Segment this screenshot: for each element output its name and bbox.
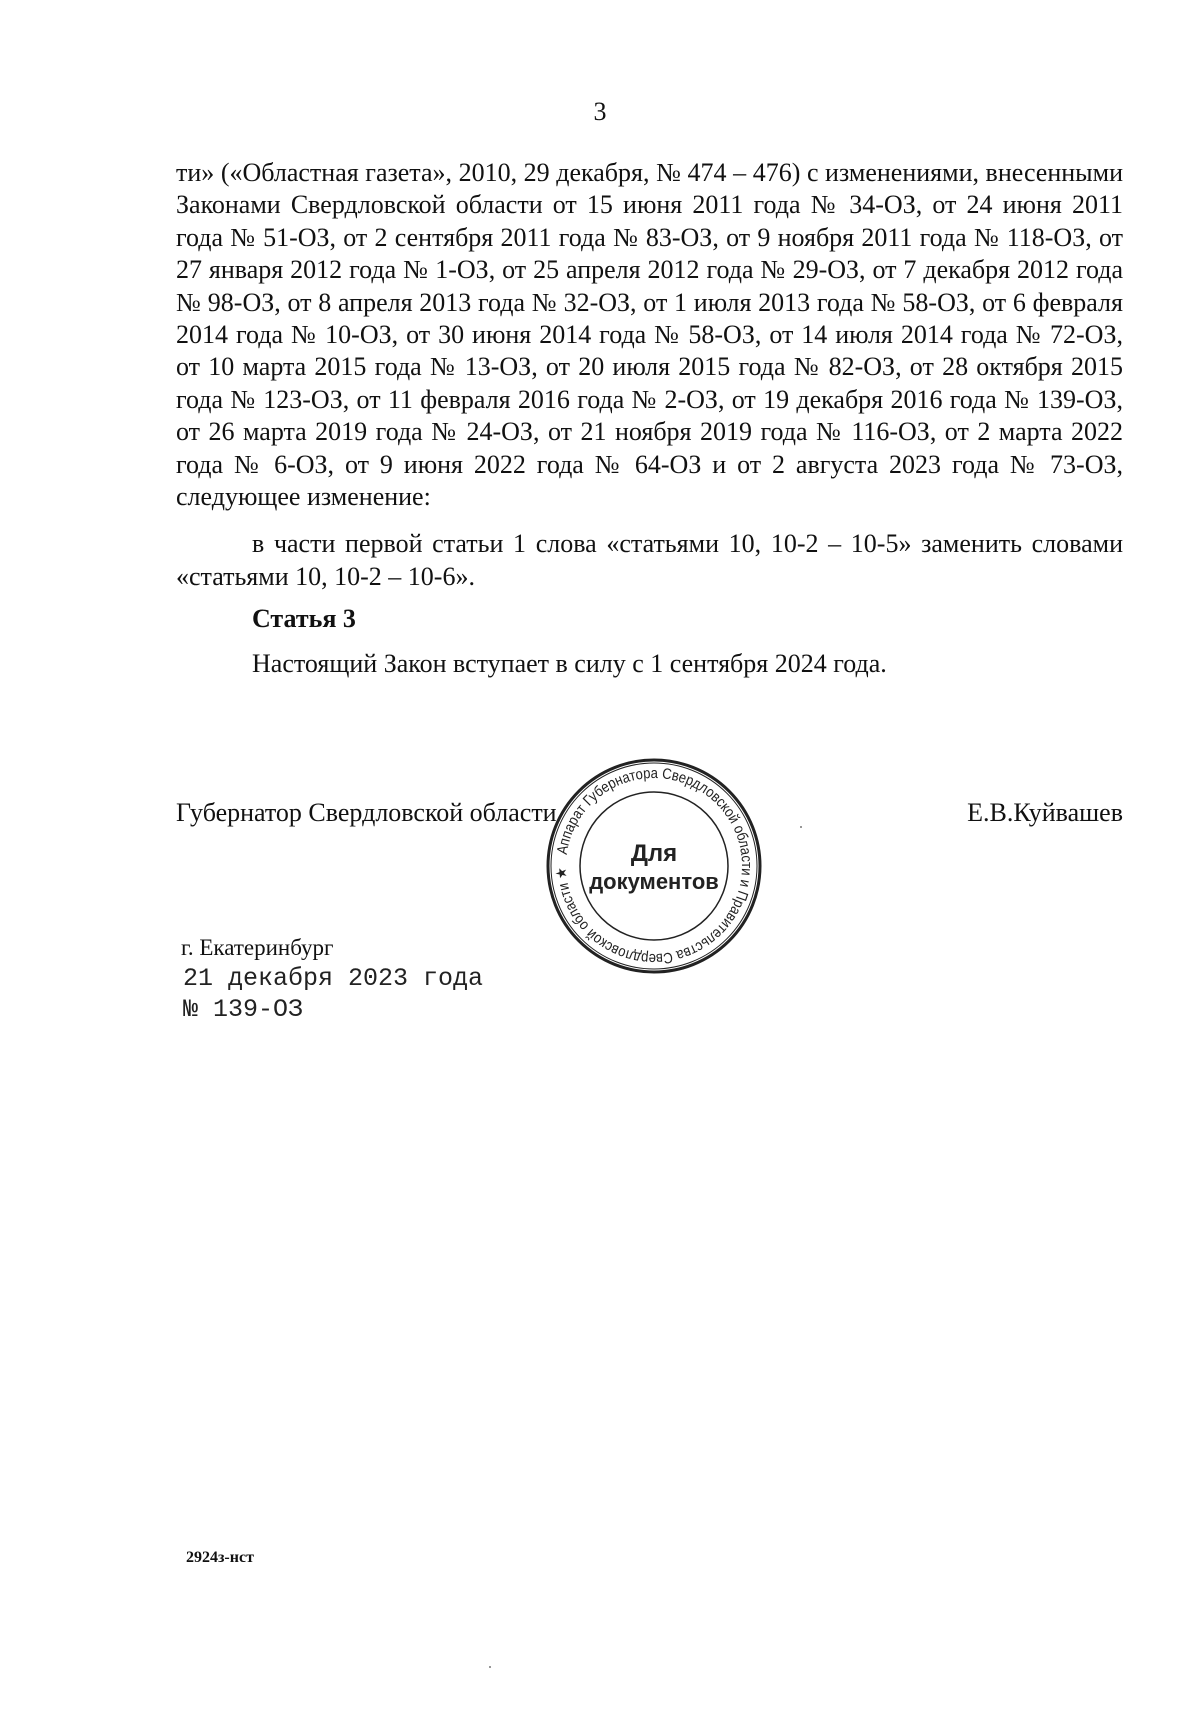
stamp-center-line-1: Для bbox=[630, 840, 678, 867]
law-date: 21 декабря 2023 года bbox=[183, 964, 484, 993]
law-number: № 139-ОЗ bbox=[183, 995, 304, 1024]
official-stamp bbox=[543, 755, 765, 977]
change-paragraph: в части первой статьи 1 слова «статьями 10, 10-2 – 10-5» заменить словами «статьями 10, 10-2 – 10-6». bbox=[176, 529, 1123, 591]
scan-speck bbox=[800, 826, 802, 828]
document-body bbox=[176, 157, 1123, 680]
governor-name: Е.В.Куйвашев bbox=[967, 798, 1123, 827]
article-3-heading: Статья 3 bbox=[252, 604, 356, 634]
stamp-center-line-2: документов bbox=[589, 869, 719, 894]
page-number: 3 bbox=[593, 97, 607, 126]
article-3-text: Настоящий Закон вступает в силу с 1 сентября 2024 года. bbox=[252, 648, 887, 678]
stamp-ring-text: Аппарат Губернатора Свердловской области и Правительства Свердловской области ★ bbox=[552, 764, 756, 968]
amendments-paragraph: ти» («Областная газета», 2010, 29 декабря, № 474 – 476) с изменениями, внесенными Законами Свердловской области от 15 июня 2011 года № 34-ОЗ, от 24 июня 2011 года № 51-ОЗ, от 2 сентября 2011 года № 83-ОЗ, от 9 ноября 2011 года № 118-ОЗ, от 27 января 2012 года № 1-ОЗ, от 25 апреля 2012 года № 29-ОЗ, от 7 декабря 2012 года № 98-ОЗ, от 8 апреля 2013 года № 32-ОЗ, от 1 июля 2013 года № 58-ОЗ, от 6 февраля 2014 года № 10-ОЗ, от 30 июня 2014 года № 58-ОЗ, от 14 июля 2014 года № 72-ОЗ, от 10 марта 2015 года № 13-ОЗ, от 20 июля 2015 года № 82-ОЗ, от 28 октября 2015 года № 123-ОЗ, от 11 февраля 2016 года № 2-ОЗ, от 19 декабря 2016 года № 139-ОЗ, от 26 марта 2019 года № 24-ОЗ, от 21 ноября 2019 года № 116-ОЗ, от 2 марта 2022 года № 6-ОЗ, от 9 июня 2022 года № 64-ОЗ и от 2 августа 2023 года № 73-ОЗ, следующее изменение: bbox=[176, 158, 1123, 512]
scan-speck bbox=[489, 1666, 491, 1668]
footer-code: 2924з-нст bbox=[186, 1549, 254, 1566]
city-name: г. Екатеринбург bbox=[181, 935, 334, 960]
governor-title: Губернатор Свердловской области bbox=[176, 798, 557, 827]
